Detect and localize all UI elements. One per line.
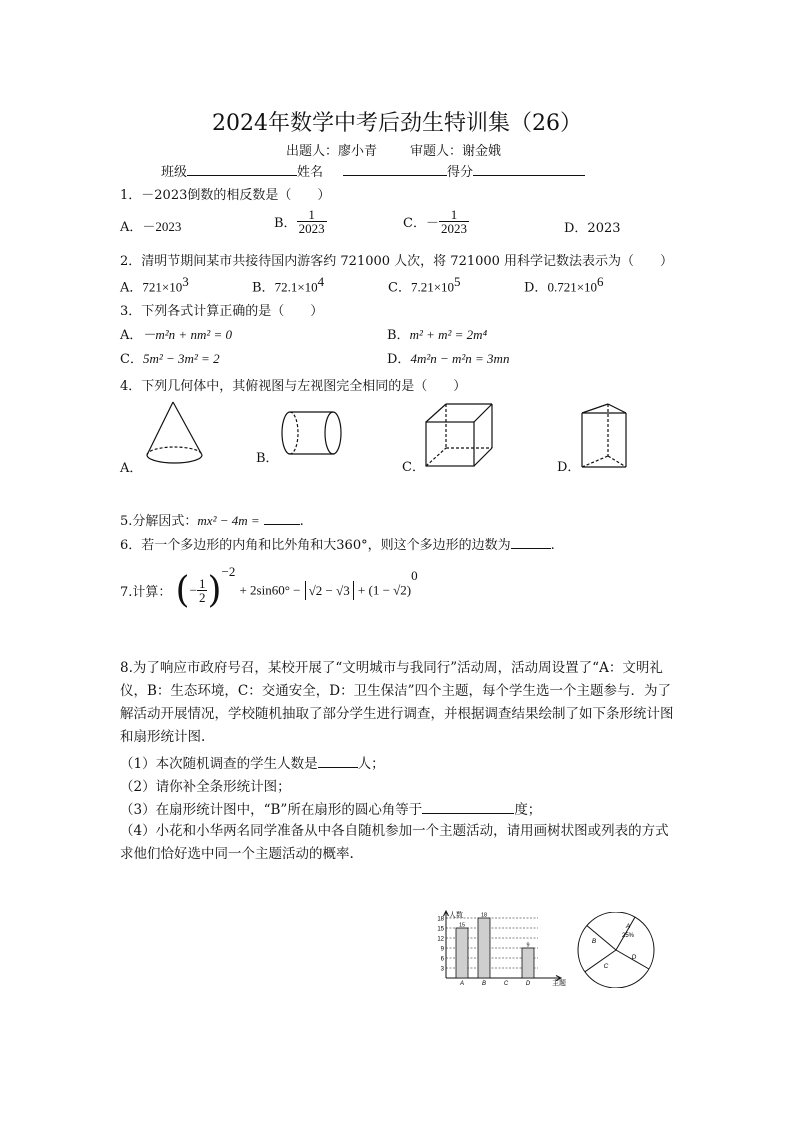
page-title: 2024年数学中考后劲生特训集（26） xyxy=(212,111,582,136)
cylinder-figure xyxy=(278,408,348,460)
q5: 5.分解因式：mx² − 4m = . xyxy=(120,513,304,529)
class-label: 班级 xyxy=(161,165,188,180)
q8-intro: 8.为了响应市政府号召，某校开展了“文明城市与我同行”活动周，活动周设置了“A：文明礼仪，B：生态环境，C：交通安全，D：卫生保洁”四个主题，每个学生选一个主题参与．为了解活动开展情况，学校随机抽取了部分学生进行调查，并根据调查结果绘制了如下条形统计图和扇形统计图. xyxy=(120,660,674,745)
score-blank[interactable] xyxy=(473,163,585,176)
slice-divider xyxy=(585,950,616,972)
q2-option-b[interactable]: B．$72.1\times 10^4$ xyxy=(252,274,325,296)
q8-p1-blank[interactable] xyxy=(318,755,358,768)
reviewer-line: 审题人：谢金娥 xyxy=(410,144,502,159)
x-axis-label: 主题 xyxy=(552,980,566,986)
q2-option-c[interactable]: C．$7.21\times 10^5$ xyxy=(388,274,461,296)
q2-stem: 2．清明节期间某市共接待国内游客约 721000 人次，将 721000 用科学记数法表示为（ ） xyxy=(120,254,674,269)
slice-label-b: B xyxy=(591,938,597,945)
q6: 6．若一个多边形的内角和比外角和大360°，则这个多边形的边数为 . xyxy=(120,538,555,553)
score-label: 得分 xyxy=(447,165,474,180)
q3-option-d[interactable]: D．4m²n − m²n = 3mn xyxy=(387,351,510,367)
q5-blank[interactable] xyxy=(264,512,300,525)
bar-chart xyxy=(432,908,570,986)
q8-part-1: （1）本次随机调查的学生人数是 人； xyxy=(120,756,385,772)
data-label: 15 xyxy=(458,922,466,929)
q8-part-4: （4）小花和小华两名同学准备从中各自随机参加一个主题活动，请用画树状图或列表的方式求他们恰好选中同一个主题活动的概率. xyxy=(120,823,669,862)
q4-label-b[interactable]: B． xyxy=(256,451,279,466)
q3-option-b[interactable]: B．m² + m² = 2m⁴ xyxy=(387,327,488,343)
bar-b xyxy=(478,918,490,978)
data-label: 9 xyxy=(526,942,530,949)
prism-figure xyxy=(580,402,630,470)
q3-option-c[interactable]: C．5m² − 3m² = 2 xyxy=(120,351,220,367)
y-tick-label: 9 xyxy=(440,946,444,953)
q4-label-a[interactable]: A． xyxy=(120,461,143,476)
q3-stem: 3．下列各式计算正确的是（ ） xyxy=(120,304,324,319)
bar-d xyxy=(522,948,534,978)
q6-blank[interactable] xyxy=(511,536,551,549)
y-tick-label: 6 xyxy=(440,956,444,963)
x-tick-label: D xyxy=(525,981,531,986)
slice-percent-a: 25% xyxy=(621,933,635,939)
q8-part-2: （2）请你补全条形统计图； xyxy=(120,779,291,795)
slice-label-c: C xyxy=(603,963,609,970)
q8-p3-blank[interactable] xyxy=(422,801,514,814)
y-tick-label: 18 xyxy=(437,916,444,923)
slice-label-a: A xyxy=(625,923,631,930)
x-tick-label: C xyxy=(503,981,509,986)
pie-chart xyxy=(574,912,660,988)
y-tick-label: 15 xyxy=(437,926,444,933)
y-tick-label: 12 xyxy=(437,936,444,943)
y-axis-label: 人数 xyxy=(449,912,463,919)
slice-label-d: D xyxy=(631,954,637,961)
class-blank[interactable] xyxy=(187,163,297,176)
q4-label-d[interactable]: D． xyxy=(557,460,581,475)
bar-a xyxy=(456,928,468,978)
q1-option-a[interactable]: A．－2023 xyxy=(120,219,182,235)
q3-option-a[interactable]: A．－m²n + nm² = 0 xyxy=(120,327,233,343)
q1-option-b[interactable]: B． $\frac{1}{2023}$ xyxy=(274,207,325,236)
q1-option-d[interactable]: D．2023 xyxy=(564,221,621,236)
cone-figure xyxy=(140,398,210,472)
q4-stem: 4．下列几何体中，其俯视图与左视图完全相同的是（ ） xyxy=(120,379,467,394)
q1-option-c[interactable]: C．－ $\frac{1}{2023}$ xyxy=(403,207,467,236)
x-tick-label: B xyxy=(481,981,487,986)
data-label: 18 xyxy=(480,912,488,919)
q7: 7.计算： (− $\frac{1}{2}$ )$^{-2} + 2\sin 60^\circ - √2 - √3 + (1 - √2)^0$ xyxy=(120,564,418,611)
name-label: 姓名 xyxy=(297,165,324,180)
class-field xyxy=(161,161,585,180)
x-tick-label: A xyxy=(459,981,465,986)
cube-figure xyxy=(424,403,496,469)
q2-option-a[interactable]: A．$721\times 10^3$ xyxy=(120,274,189,296)
q8-part-3: （3）在扇形统计图中，“B”所在扇形的圆心角等于 度； xyxy=(120,802,542,818)
q2-option-d[interactable]: D．$0.721\times 10^6$ xyxy=(524,274,604,296)
name-blank[interactable] xyxy=(343,163,447,176)
q4-label-c[interactable]: C． xyxy=(402,460,425,475)
y-tick-label: 3 xyxy=(440,966,444,973)
author-line: 出题人：廖小青 xyxy=(286,144,378,159)
q1-stem: 1．－2023倒数的相反数是（ ） xyxy=(120,188,331,203)
